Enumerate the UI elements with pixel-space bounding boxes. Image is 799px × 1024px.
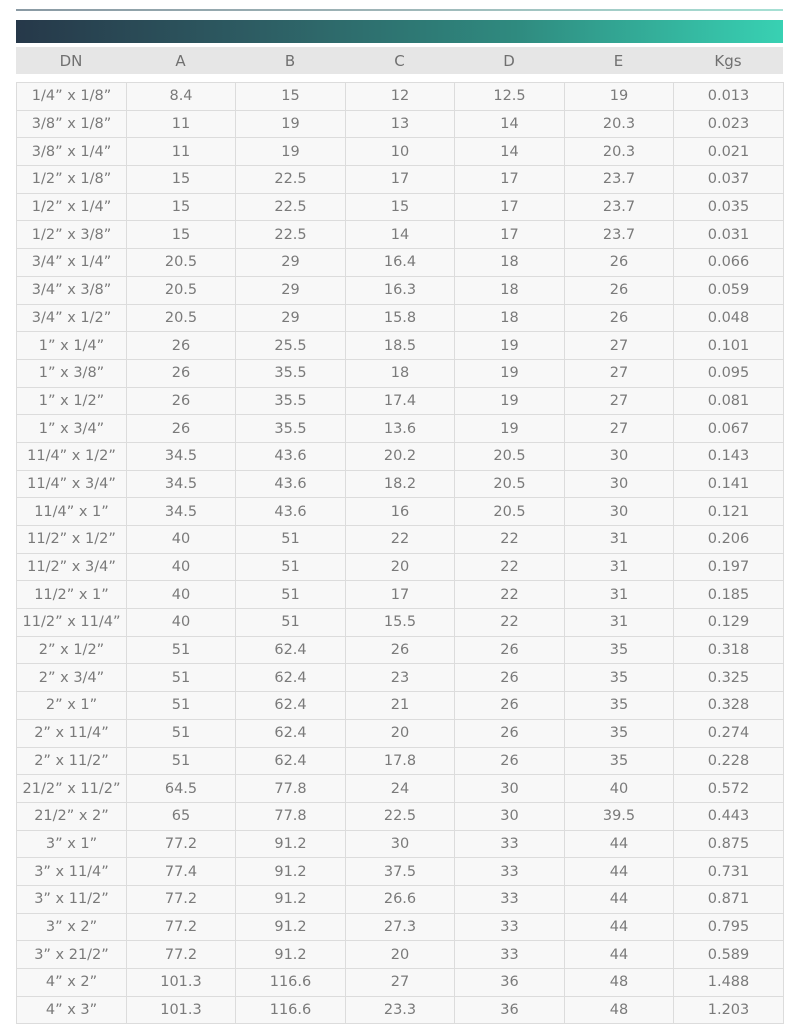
cell-kgs: 0.325 — [674, 664, 784, 692]
cell-a: 26 — [127, 387, 236, 415]
cell-b: 51 — [236, 553, 346, 581]
cell-kgs: 1.488 — [674, 969, 784, 997]
cell-d: 19 — [455, 332, 565, 360]
cell-b: 91.2 — [236, 941, 346, 969]
cell-c: 22 — [346, 526, 455, 554]
cell-c: 12 — [346, 83, 455, 111]
cell-d: 30 — [455, 775, 565, 803]
cell-b: 91.2 — [236, 885, 346, 913]
table-row — [17, 442, 784, 470]
cell-dn: 1/4” x 1/8” — [17, 83, 127, 111]
cell-c: 20 — [346, 719, 455, 747]
cell-d: 17 — [455, 221, 565, 249]
cell-dn: 1” x 3/8” — [17, 359, 127, 387]
cell-b: 19 — [236, 138, 346, 166]
cell-a: 34.5 — [127, 470, 236, 498]
table-row — [17, 193, 784, 221]
cell-b: 62.4 — [236, 692, 346, 720]
cell-c: 23 — [346, 664, 455, 692]
cell-d: 33 — [455, 941, 565, 969]
cell-dn: 3” x 2” — [17, 913, 127, 941]
cell-kgs: 0.443 — [674, 802, 784, 830]
cell-kgs: 0.101 — [674, 332, 784, 360]
cell-a: 8.4 — [127, 83, 236, 111]
cell-d: 14 — [455, 110, 565, 138]
cell-d: 14 — [455, 138, 565, 166]
cell-d: 26 — [455, 719, 565, 747]
cell-a: 51 — [127, 664, 236, 692]
cell-b: 43.6 — [236, 470, 346, 498]
cell-e: 20.3 — [565, 138, 674, 166]
cell-dn: 3” x 1” — [17, 830, 127, 858]
cell-a: 101.3 — [127, 969, 236, 997]
cell-c: 17.4 — [346, 387, 455, 415]
cell-d: 22 — [455, 581, 565, 609]
cell-e: 48 — [565, 969, 674, 997]
table-row — [17, 304, 784, 332]
cell-c: 10 — [346, 138, 455, 166]
cell-a: 11 — [127, 110, 236, 138]
cell-dn: 11/2” x 3/4” — [17, 553, 127, 581]
cell-c: 17 — [346, 166, 455, 194]
cell-d: 36 — [455, 996, 565, 1024]
table-row — [17, 138, 784, 166]
cell-e: 26 — [565, 304, 674, 332]
cell-dn: 4” x 3” — [17, 996, 127, 1024]
cell-d: 19 — [455, 415, 565, 443]
cell-b: 35.5 — [236, 387, 346, 415]
cell-d: 17 — [455, 166, 565, 194]
table-row — [17, 83, 784, 111]
cell-dn: 3/8” x 1/4” — [17, 138, 127, 166]
cell-a: 51 — [127, 747, 236, 775]
cell-d: 33 — [455, 885, 565, 913]
cell-dn: 2” x 1/2” — [17, 636, 127, 664]
cell-a: 51 — [127, 692, 236, 720]
cell-b: 29 — [236, 276, 346, 304]
cell-dn: 3” x 21/2” — [17, 941, 127, 969]
table-row — [17, 996, 784, 1024]
cell-dn: 2” x 1” — [17, 692, 127, 720]
cell-kgs: 0.059 — [674, 276, 784, 304]
table-row — [17, 775, 784, 803]
cell-c: 30 — [346, 830, 455, 858]
cell-e: 35 — [565, 636, 674, 664]
table-row — [17, 747, 784, 775]
cell-e: 27 — [565, 359, 674, 387]
table-row — [17, 885, 784, 913]
cell-dn: 11/4” x 3/4” — [17, 470, 127, 498]
table-row — [17, 913, 784, 941]
cell-dn: 3/4” x 3/8” — [17, 276, 127, 304]
cell-d: 12.5 — [455, 83, 565, 111]
cell-e: 27 — [565, 332, 674, 360]
cell-kgs: 0.318 — [674, 636, 784, 664]
cell-a: 77.2 — [127, 885, 236, 913]
cell-d: 20.5 — [455, 442, 565, 470]
cell-c: 17 — [346, 581, 455, 609]
cell-a: 77.4 — [127, 858, 236, 886]
cell-kgs: 0.731 — [674, 858, 784, 886]
cell-b: 22.5 — [236, 221, 346, 249]
cell-kgs: 0.206 — [674, 526, 784, 554]
cell-e: 35 — [565, 747, 674, 775]
cell-d: 19 — [455, 359, 565, 387]
cell-e: 35 — [565, 719, 674, 747]
cell-c: 15 — [346, 193, 455, 221]
cell-c: 18.2 — [346, 470, 455, 498]
cell-d: 22 — [455, 609, 565, 637]
cell-dn: 21/2” x 2” — [17, 802, 127, 830]
cell-e: 35 — [565, 664, 674, 692]
table-body — [17, 83, 784, 1024]
table-row — [17, 802, 784, 830]
cell-e: 23.7 — [565, 221, 674, 249]
cell-c: 26.6 — [346, 885, 455, 913]
cell-a: 15 — [127, 221, 236, 249]
cell-d: 18 — [455, 276, 565, 304]
header-dn: DN — [59, 51, 83, 70]
cell-kgs: 0.048 — [674, 304, 784, 332]
cell-b: 51 — [236, 526, 346, 554]
cell-kgs: 0.013 — [674, 83, 784, 111]
cell-dn: 1/2” x 1/8” — [17, 166, 127, 194]
cell-a: 101.3 — [127, 996, 236, 1024]
cell-dn: 3/4” x 1/2” — [17, 304, 127, 332]
cell-d: 26 — [455, 664, 565, 692]
cell-e: 26 — [565, 249, 674, 277]
top-divider — [16, 9, 783, 11]
cell-e: 23.7 — [565, 166, 674, 194]
cell-dn: 11/2” x 1” — [17, 581, 127, 609]
cell-dn: 3” x 11/2” — [17, 885, 127, 913]
cell-kgs: 0.328 — [674, 692, 784, 720]
cell-e: 48 — [565, 996, 674, 1024]
cell-b: 62.4 — [236, 636, 346, 664]
cell-e: 27 — [565, 387, 674, 415]
cell-dn: 11/2” x 1/2” — [17, 526, 127, 554]
cell-b: 25.5 — [236, 332, 346, 360]
cell-a: 51 — [127, 636, 236, 664]
cell-dn: 2” x 3/4” — [17, 664, 127, 692]
cell-d: 22 — [455, 553, 565, 581]
cell-dn: 3/8” x 1/8” — [17, 110, 127, 138]
cell-d: 17 — [455, 193, 565, 221]
cell-a: 26 — [127, 415, 236, 443]
cell-kgs: 0.035 — [674, 193, 784, 221]
table-row — [17, 470, 784, 498]
table-row — [17, 498, 784, 526]
cell-a: 64.5 — [127, 775, 236, 803]
cell-c: 23.3 — [346, 996, 455, 1024]
table-row — [17, 332, 784, 360]
cell-e: 30 — [565, 498, 674, 526]
cell-a: 40 — [127, 553, 236, 581]
cell-kgs: 0.141 — [674, 470, 784, 498]
header-b: B — [284, 51, 296, 70]
cell-e: 31 — [565, 526, 674, 554]
cell-kgs: 0.197 — [674, 553, 784, 581]
table-row — [17, 692, 784, 720]
cell-e: 26 — [565, 276, 674, 304]
cell-e: 31 — [565, 581, 674, 609]
cell-b: 62.4 — [236, 719, 346, 747]
table-row — [17, 664, 784, 692]
cell-kgs: 0.875 — [674, 830, 784, 858]
cell-c: 16 — [346, 498, 455, 526]
cell-e: 35 — [565, 692, 674, 720]
cell-e: 27 — [565, 415, 674, 443]
cell-kgs: 0.185 — [674, 581, 784, 609]
cell-b: 62.4 — [236, 664, 346, 692]
cell-e: 30 — [565, 470, 674, 498]
cell-b: 43.6 — [236, 498, 346, 526]
table-row — [17, 387, 784, 415]
cell-kgs: 1.203 — [674, 996, 784, 1024]
cell-a: 20.5 — [127, 249, 236, 277]
cell-kgs: 0.066 — [674, 249, 784, 277]
cell-kgs: 0.081 — [674, 387, 784, 415]
cell-dn: 3” x 11/4” — [17, 858, 127, 886]
cell-c: 18 — [346, 359, 455, 387]
cell-b: 43.6 — [236, 442, 346, 470]
header-a: A — [175, 51, 186, 70]
cell-a: 77.2 — [127, 830, 236, 858]
cell-c: 20 — [346, 553, 455, 581]
cell-dn: 1/2” x 3/8” — [17, 221, 127, 249]
cell-a: 15 — [127, 166, 236, 194]
cell-e: 20.3 — [565, 110, 674, 138]
cell-a: 34.5 — [127, 498, 236, 526]
table-row — [17, 110, 784, 138]
table-row — [17, 609, 784, 637]
cell-a: 65 — [127, 802, 236, 830]
cell-dn: 11/4” x 1/2” — [17, 442, 127, 470]
cell-a: 26 — [127, 332, 236, 360]
cell-a: 51 — [127, 719, 236, 747]
cell-c: 27 — [346, 969, 455, 997]
table-row — [17, 276, 784, 304]
cell-c: 37.5 — [346, 858, 455, 886]
cell-d: 22 — [455, 526, 565, 554]
cell-d: 33 — [455, 858, 565, 886]
table-row — [17, 581, 784, 609]
cell-kgs: 0.228 — [674, 747, 784, 775]
cell-kgs: 0.274 — [674, 719, 784, 747]
cell-e: 40 — [565, 775, 674, 803]
cell-b: 62.4 — [236, 747, 346, 775]
cell-b: 116.6 — [236, 969, 346, 997]
cell-a: 26 — [127, 359, 236, 387]
cell-c: 24 — [346, 775, 455, 803]
cell-kgs: 0.871 — [674, 885, 784, 913]
cell-d: 33 — [455, 830, 565, 858]
table-row — [17, 415, 784, 443]
cell-a: 20.5 — [127, 304, 236, 332]
cell-a: 40 — [127, 609, 236, 637]
cell-kgs: 0.129 — [674, 609, 784, 637]
cell-kgs: 0.023 — [674, 110, 784, 138]
table-row — [17, 553, 784, 581]
gradient-banner — [16, 20, 783, 43]
cell-d: 20.5 — [455, 498, 565, 526]
cell-c: 16.3 — [346, 276, 455, 304]
cell-d: 26 — [455, 747, 565, 775]
cell-b: 116.6 — [236, 996, 346, 1024]
cell-d: 30 — [455, 802, 565, 830]
cell-a: 77.2 — [127, 913, 236, 941]
cell-kgs: 0.021 — [674, 138, 784, 166]
cell-kgs: 0.572 — [674, 775, 784, 803]
cell-b: 77.8 — [236, 802, 346, 830]
cell-a: 11 — [127, 138, 236, 166]
cell-e: 31 — [565, 553, 674, 581]
cell-d: 18 — [455, 304, 565, 332]
cell-e: 44 — [565, 858, 674, 886]
cell-kgs: 0.095 — [674, 359, 784, 387]
cell-b: 91.2 — [236, 830, 346, 858]
cell-kgs: 0.121 — [674, 498, 784, 526]
cell-d: 36 — [455, 969, 565, 997]
header-e: E — [613, 51, 624, 70]
cell-b: 51 — [236, 581, 346, 609]
cell-kgs: 0.589 — [674, 941, 784, 969]
cell-dn: 2” x 11/4” — [17, 719, 127, 747]
cell-dn: 1” x 3/4” — [17, 415, 127, 443]
cell-c: 14 — [346, 221, 455, 249]
cell-b: 29 — [236, 249, 346, 277]
table-row — [17, 719, 784, 747]
cell-c: 27.3 — [346, 913, 455, 941]
table-row — [17, 858, 784, 886]
cell-d: 33 — [455, 913, 565, 941]
cell-dn: 3/4” x 1/4” — [17, 249, 127, 277]
cell-c: 22.5 — [346, 802, 455, 830]
cell-e: 30 — [565, 442, 674, 470]
table-header — [16, 47, 783, 74]
cell-d: 26 — [455, 636, 565, 664]
cell-d: 20.5 — [455, 470, 565, 498]
cell-c: 13 — [346, 110, 455, 138]
cell-dn: 4” x 2” — [17, 969, 127, 997]
cell-a: 77.2 — [127, 941, 236, 969]
cell-e: 44 — [565, 941, 674, 969]
cell-kgs: 0.067 — [674, 415, 784, 443]
cell-e: 19 — [565, 83, 674, 111]
cell-e: 39.5 — [565, 802, 674, 830]
cell-kgs: 0.143 — [674, 442, 784, 470]
table-row — [17, 941, 784, 969]
cell-b: 91.2 — [236, 913, 346, 941]
cell-b: 22.5 — [236, 193, 346, 221]
cell-kgs: 0.795 — [674, 913, 784, 941]
cell-b: 51 — [236, 609, 346, 637]
cell-c: 15.8 — [346, 304, 455, 332]
table-row — [17, 166, 784, 194]
header-kgs: Kgs — [714, 51, 742, 70]
cell-kgs: 0.037 — [674, 166, 784, 194]
cell-c: 26 — [346, 636, 455, 664]
table-row — [17, 221, 784, 249]
cell-b: 19 — [236, 110, 346, 138]
table-row — [17, 969, 784, 997]
cell-c: 20 — [346, 941, 455, 969]
cell-a: 20.5 — [127, 276, 236, 304]
cell-kgs: 0.031 — [674, 221, 784, 249]
cell-c: 20.2 — [346, 442, 455, 470]
cell-c: 15.5 — [346, 609, 455, 637]
cell-b: 22.5 — [236, 166, 346, 194]
cell-d: 19 — [455, 387, 565, 415]
cell-c: 17.8 — [346, 747, 455, 775]
table-row — [17, 526, 784, 554]
cell-e: 44 — [565, 885, 674, 913]
table-row — [17, 830, 784, 858]
cell-e: 44 — [565, 830, 674, 858]
cell-e: 31 — [565, 609, 674, 637]
cell-d: 18 — [455, 249, 565, 277]
cell-dn: 1/2” x 1/4” — [17, 193, 127, 221]
cell-b: 29 — [236, 304, 346, 332]
cell-b: 15 — [236, 83, 346, 111]
cell-d: 26 — [455, 692, 565, 720]
cell-c: 18.5 — [346, 332, 455, 360]
cell-c: 21 — [346, 692, 455, 720]
cell-c: 16.4 — [346, 249, 455, 277]
cell-b: 77.8 — [236, 775, 346, 803]
table-row — [17, 636, 784, 664]
header-c: C — [394, 51, 405, 70]
cell-a: 40 — [127, 526, 236, 554]
cell-c: 13.6 — [346, 415, 455, 443]
cell-dn: 2” x 11/2” — [17, 747, 127, 775]
cell-dn: 1” x 1/4” — [17, 332, 127, 360]
cell-e: 44 — [565, 913, 674, 941]
header-d: D — [503, 51, 515, 70]
cell-b: 35.5 — [236, 359, 346, 387]
cell-a: 40 — [127, 581, 236, 609]
dimensions-table — [16, 82, 783, 1024]
cell-dn: 1” x 1/2” — [17, 387, 127, 415]
cell-b: 35.5 — [236, 415, 346, 443]
cell-a: 15 — [127, 193, 236, 221]
table-row — [17, 249, 784, 277]
spec-table — [16, 82, 784, 1024]
cell-dn: 11/2” x 11/4” — [17, 609, 127, 637]
cell-dn: 21/2” x 11/2” — [17, 775, 127, 803]
cell-a: 34.5 — [127, 442, 236, 470]
table-row — [17, 359, 784, 387]
cell-e: 23.7 — [565, 193, 674, 221]
cell-dn: 11/4” x 1” — [17, 498, 127, 526]
cell-b: 91.2 — [236, 858, 346, 886]
